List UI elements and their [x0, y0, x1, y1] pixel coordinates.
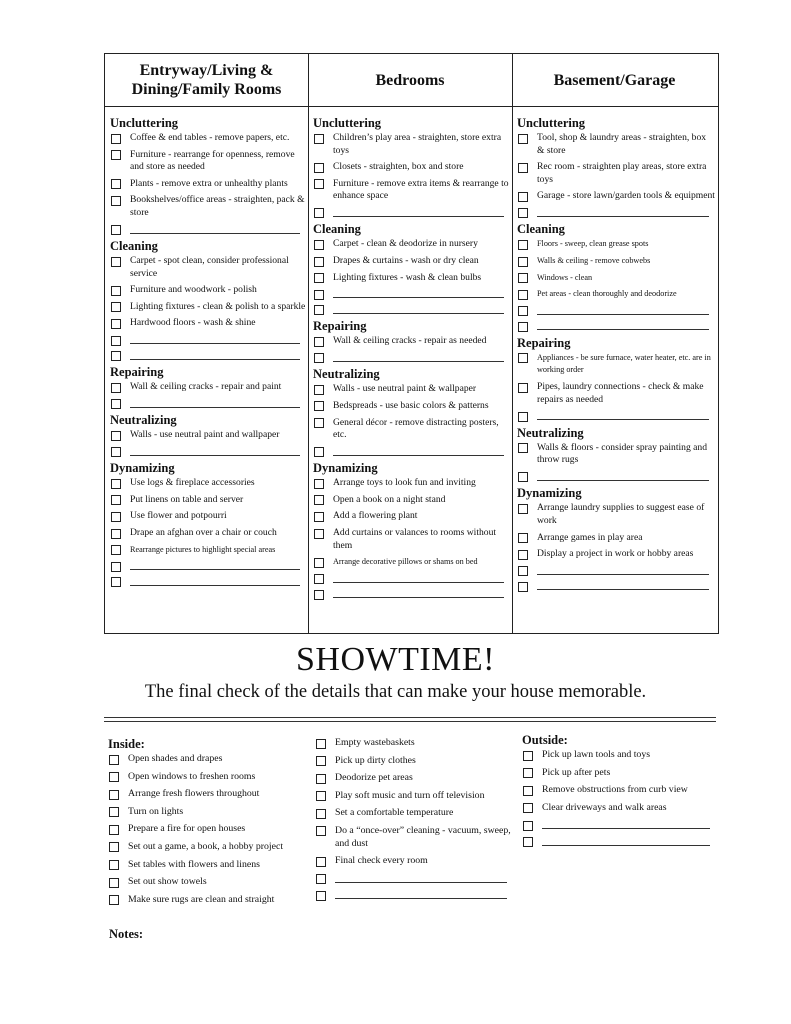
- checkbox[interactable]: [314, 290, 324, 300]
- checkbox[interactable]: [314, 574, 324, 584]
- checklist-item-label: Open a book on a night stand: [333, 493, 446, 505]
- checklist-item: [311, 556, 510, 569]
- checkbox[interactable]: [314, 590, 324, 600]
- checkbox[interactable]: [314, 163, 324, 173]
- divider-rule: [104, 717, 716, 718]
- checklist-item-label: Display a project in work or hobby areas: [537, 548, 694, 560]
- checkbox[interactable]: [314, 257, 324, 267]
- blank-write-in-line[interactable]: [537, 565, 709, 575]
- checklist-item: [311, 304, 510, 316]
- checkbox[interactable]: [523, 751, 533, 761]
- checkbox[interactable]: [314, 208, 324, 218]
- checklist-item: [108, 527, 306, 540]
- checklist-item: [108, 350, 306, 362]
- checkbox[interactable]: [109, 878, 119, 888]
- checklist-item: [311, 352, 510, 364]
- section-title: Repairing: [517, 335, 571, 350]
- checkbox[interactable]: [518, 383, 528, 393]
- checklist-item: [515, 272, 715, 285]
- checklist-item: [106, 859, 306, 872]
- section-title: Repairing: [110, 365, 164, 380]
- checklist-item: [311, 527, 510, 552]
- checkbox[interactable]: [518, 443, 528, 453]
- checklist-item-label: Make sure rugs are clean and straight: [128, 893, 275, 905]
- section-title: Repairing: [313, 319, 367, 334]
- checklist-item-label: Set out show towels: [128, 876, 207, 888]
- checklist-item-label: Wall & ceiling cracks - repair and paint: [130, 381, 282, 393]
- checklist-item: [515, 288, 715, 301]
- checklist-item: [108, 381, 306, 394]
- checklist-item-label: Rec room - straighten play areas, store extra toys: [537, 161, 707, 185]
- checklist-item-label: Empty wastebaskets: [335, 737, 415, 748]
- checklist-item: [515, 320, 715, 332]
- checklist-item: [515, 410, 715, 422]
- checkbox[interactable]: [518, 273, 528, 283]
- inside-title: Inside:: [108, 737, 145, 751]
- checklist-item-label: Pick up lawn tools and toys: [542, 749, 651, 760]
- checklist-item: [108, 149, 306, 174]
- checkbox[interactable]: [523, 768, 533, 778]
- checkbox[interactable]: [518, 240, 528, 250]
- checklist-item: [311, 255, 510, 268]
- checklist-item: [515, 132, 715, 157]
- blank-write-in-line[interactable]: [333, 352, 504, 362]
- checklist-item: [311, 238, 510, 251]
- checklist-item-label: Clear driveways and walk areas: [542, 801, 667, 813]
- checklist-item-label: Pick up after pets: [542, 766, 611, 778]
- checklist-item: [311, 272, 510, 285]
- blank-write-in-line[interactable]: [537, 471, 709, 481]
- blank-write-in-line[interactable]: [130, 334, 300, 344]
- checklist-item: [106, 771, 306, 784]
- checkbox[interactable]: [314, 558, 324, 568]
- checklist-item-label: Prepare a fire for open houses: [128, 823, 246, 835]
- checklist-item: [313, 855, 513, 868]
- checklist-item-label: Walls & floors - consider spray painting and throw rugs: [537, 441, 708, 466]
- checklist-item: [108, 334, 306, 346]
- checklist-item: [108, 477, 306, 490]
- column-title-bedrooms: Bedrooms: [375, 71, 445, 89]
- checklist-item: [108, 560, 306, 572]
- checkbox[interactable]: [518, 257, 528, 267]
- middle-checklist: [313, 737, 513, 906]
- blank-write-in-line[interactable]: [130, 446, 300, 456]
- checkbox[interactable]: [316, 826, 326, 836]
- section-title: Uncluttering: [110, 116, 179, 130]
- column-title-living: Entryway/Living & Dining/Family Rooms: [131, 62, 282, 98]
- checklist-item: [108, 494, 306, 507]
- checkbox[interactable]: [111, 351, 121, 361]
- checklist-item-label: Coffee & end tables - remove papers, etc.: [130, 132, 290, 143]
- checklist-item-label: Hardwood floors - wash & shine: [130, 317, 256, 329]
- blank-write-in-line[interactable]: [335, 873, 507, 883]
- blank-write-in-line[interactable]: [537, 580, 709, 590]
- checklist-item-label: Open windows to freshen rooms: [128, 770, 256, 782]
- checklist-item: [311, 573, 510, 585]
- checkbox[interactable]: [314, 385, 324, 395]
- checklist-item-label: Walls - use neutral paint and wallpaper: [130, 429, 280, 441]
- checkbox[interactable]: [111, 179, 121, 189]
- checklist-item-label: Pick up dirty clothes: [335, 754, 416, 766]
- checkbox[interactable]: [518, 192, 528, 202]
- checklist-item: [108, 255, 306, 280]
- checklist-item: [108, 576, 306, 588]
- checkbox[interactable]: [109, 790, 119, 800]
- checklist-item: [106, 806, 306, 819]
- checkbox[interactable]: [518, 163, 528, 173]
- checkbox[interactable]: [314, 273, 324, 283]
- blank-write-in-line[interactable]: [130, 224, 300, 234]
- blank-write-in-line[interactable]: [542, 836, 710, 846]
- checklist-item: [515, 381, 715, 406]
- checklist-item: [106, 823, 306, 836]
- checklist-item: [313, 772, 513, 785]
- checkbox[interactable]: [518, 306, 528, 316]
- checkbox[interactable]: [316, 891, 326, 901]
- checklist-item: [313, 807, 513, 820]
- checklist-item: [108, 446, 306, 458]
- checkbox[interactable]: [109, 860, 119, 870]
- column-divider: [308, 54, 309, 633]
- checkbox[interactable]: [111, 447, 121, 457]
- outside-title: Outside:: [522, 733, 568, 747]
- blank-write-in-line[interactable]: [130, 560, 300, 570]
- checklist-item-label: Floors - sweep, clean grease spots: [537, 239, 649, 249]
- column-title-basement: Basement/Garage: [553, 71, 676, 89]
- checklist-item: [106, 841, 306, 854]
- column-divider: [512, 54, 513, 633]
- checklist-item: [311, 494, 510, 507]
- checklist-item: [311, 161, 510, 174]
- checkbox[interactable]: [111, 134, 121, 144]
- checkbox[interactable]: [523, 803, 533, 813]
- checklist-item-label: Wall & ceiling cracks - repair as needed: [333, 335, 487, 347]
- checkbox[interactable]: [316, 791, 326, 801]
- checklist-item-label: Arrange toys to look fun and inviting: [333, 477, 476, 489]
- checklist-item: [311, 383, 510, 396]
- checklist-item: [515, 565, 715, 577]
- checkbox[interactable]: [314, 337, 324, 347]
- checkbox[interactable]: [314, 512, 324, 522]
- column-bedrooms: [311, 114, 510, 604]
- checklist-item: [515, 502, 715, 527]
- checklist-item: [515, 161, 715, 186]
- checkbox[interactable]: [523, 837, 533, 847]
- blank-write-in-line[interactable]: [333, 304, 504, 314]
- checklist-item-label: Add curtains or valances to rooms without them: [333, 527, 497, 551]
- checklist-item-label: Final check every room: [335, 855, 428, 867]
- checklist-item-label: Carpet - clean & deodorize in nursery: [333, 238, 478, 250]
- checkbox[interactable]: [109, 772, 119, 782]
- checkbox[interactable]: [314, 418, 324, 428]
- inside-checklist: [106, 735, 306, 911]
- checkbox[interactable]: [518, 566, 528, 576]
- checklist-item: [313, 755, 513, 768]
- blank-write-in-line[interactable]: [537, 410, 709, 420]
- checklist-item-label: Tool, shop & laundry areas - straighten, box & store: [537, 132, 707, 156]
- blank-write-in-line[interactable]: [333, 207, 504, 217]
- checklist-item: [311, 446, 510, 458]
- checklist-item: [311, 417, 510, 442]
- checklist-item-label: General décor - remove distracting posters, etc.: [333, 416, 499, 441]
- checklist-item: [515, 532, 715, 545]
- checkbox[interactable]: [316, 739, 326, 749]
- checkbox[interactable]: [111, 257, 121, 267]
- checklist-item: [108, 178, 306, 191]
- checklist-item-label: Rearrange pictures to highlight special areas: [130, 544, 276, 554]
- checklist-item: [515, 305, 715, 317]
- section-title: Cleaning: [517, 222, 565, 237]
- checkbox[interactable]: [111, 529, 121, 539]
- checklist-item-label: Add a flowering plant: [333, 510, 418, 522]
- checklist-item-label: Walls - use neutral paint & wallpaper: [333, 383, 477, 395]
- checklist-item-label: Turn on lights: [128, 805, 184, 817]
- checklist-item: [108, 398, 306, 410]
- checkbox[interactable]: [111, 577, 121, 587]
- checklist-item-label: Arrange fresh flowers throughout: [128, 788, 260, 800]
- checkbox[interactable]: [111, 286, 121, 296]
- section-title: Uncluttering: [313, 116, 382, 130]
- section-title: Cleaning: [110, 239, 158, 254]
- checkbox[interactable]: [109, 895, 119, 905]
- checklist-item-label: Lighting fixtures - clean & polish to a sparkle: [130, 300, 306, 312]
- checklist-item-label: Drapes & curtains - wash or dry clean: [333, 255, 479, 267]
- checklist-item: [515, 580, 715, 592]
- checklist-item: [515, 352, 715, 377]
- checklist-item: [520, 819, 716, 831]
- checklist-item: [520, 802, 716, 815]
- section-title: Dynamizing: [517, 486, 582, 501]
- checkbox[interactable]: [109, 755, 119, 765]
- header-divider: [105, 106, 718, 107]
- checklist-item-label: Use logs & fireplace accessories: [130, 477, 255, 489]
- checklist-item: [515, 442, 715, 467]
- checkbox[interactable]: [316, 857, 326, 867]
- checklist-item: [520, 784, 716, 797]
- checklist-item-label: Do a “once-over” cleaning - vacuum, sweep, and dust: [335, 824, 511, 849]
- outside-checklist: [520, 731, 716, 852]
- checklist-item: [106, 788, 306, 801]
- checkbox[interactable]: [111, 512, 121, 522]
- checklist-item: [515, 548, 715, 561]
- checklist-item: [106, 876, 306, 889]
- section-title: Uncluttering: [517, 116, 586, 130]
- checkbox[interactable]: [316, 809, 326, 819]
- section-title: Neutralizing: [313, 367, 380, 382]
- checklist-item-label: Garage - store lawn/garden tools & equipment: [537, 190, 715, 202]
- column-living: [108, 114, 306, 591]
- checklist-item: [515, 207, 715, 219]
- checkbox[interactable]: [111, 225, 121, 235]
- checkbox[interactable]: [314, 179, 324, 189]
- checkbox[interactable]: [314, 447, 324, 457]
- checkbox[interactable]: [111, 336, 121, 346]
- checkbox[interactable]: [111, 383, 121, 393]
- checklist-item-label: Plants - remove extra or unhealthy plants: [130, 177, 288, 189]
- checklist-item-label: Set tables with flowers and linens: [128, 858, 260, 870]
- checklist-item-label: Carpet - spot clean, consider professional service: [130, 255, 289, 279]
- checklist-item: [313, 825, 513, 850]
- checklist-item: [515, 190, 715, 203]
- section-title: Neutralizing: [517, 425, 584, 440]
- section-title: Dynamizing: [110, 461, 175, 476]
- checkbox[interactable]: [518, 208, 528, 218]
- checklist-item: [313, 737, 513, 750]
- checkbox[interactable]: [314, 529, 324, 539]
- checklist-item: [108, 132, 306, 145]
- blank-write-in-line[interactable]: [333, 573, 504, 583]
- checklist-item-label: Lighting fixtures - wash & clean bulbs: [333, 271, 482, 283]
- checklist-item-label: Use flower and potpourri: [130, 510, 227, 522]
- checklist-item: [520, 836, 716, 848]
- blank-write-in-line[interactable]: [333, 588, 504, 598]
- checklist-item: [313, 790, 513, 803]
- checkbox[interactable]: [111, 319, 121, 329]
- checklist-item-label: Furniture - rearrange for openness, remove and store as needed: [130, 148, 295, 173]
- checkbox[interactable]: [314, 305, 324, 315]
- checkbox[interactable]: [111, 150, 121, 160]
- checklist-item: [108, 284, 306, 297]
- checkbox[interactable]: [316, 756, 326, 766]
- checkbox[interactable]: [518, 550, 528, 560]
- blank-write-in-line[interactable]: [537, 207, 709, 217]
- checkbox[interactable]: [111, 431, 121, 441]
- checkbox[interactable]: [518, 322, 528, 332]
- checklist-item: [108, 544, 306, 557]
- checklist-item-label: Arrange games in play area: [537, 531, 643, 543]
- blank-write-in-line[interactable]: [333, 288, 504, 298]
- checkbox[interactable]: [518, 472, 528, 482]
- checklist-item-label: Windows - clean: [537, 272, 593, 282]
- checkbox[interactable]: [109, 842, 119, 852]
- checklist-item-label: Drape an afghan over a chair or couch: [130, 527, 277, 538]
- checklist-item: [311, 477, 510, 490]
- checklist-item-label: Open shades and drapes: [128, 753, 223, 764]
- checkbox[interactable]: [314, 353, 324, 363]
- checkbox[interactable]: [523, 821, 533, 831]
- notes-label: Notes:: [109, 927, 144, 941]
- checklist-item-label: Arrange laundry supplies to suggest ease of work: [537, 502, 705, 526]
- checklist-item: [515, 255, 715, 268]
- checklist-item: [106, 753, 306, 766]
- checklist-item: [108, 510, 306, 523]
- checkbox[interactable]: [314, 495, 324, 505]
- blank-write-in-line[interactable]: [335, 889, 507, 899]
- checkbox[interactable]: [111, 495, 121, 505]
- checklist-item-label: Bedspreads - use basic colors & patterns: [333, 399, 489, 411]
- checklist-item: [108, 301, 306, 314]
- checkbox[interactable]: [111, 562, 121, 572]
- checkbox[interactable]: [518, 504, 528, 514]
- section-title: Cleaning: [313, 222, 361, 237]
- checkbox[interactable]: [518, 353, 528, 363]
- checkbox[interactable]: [111, 302, 121, 312]
- checklist-item-label: Play soft music and turn off television: [335, 789, 485, 801]
- checklist-item-label: Set a comfortable temperature: [335, 807, 454, 819]
- checkbox[interactable]: [109, 825, 119, 835]
- checkbox[interactable]: [518, 582, 528, 592]
- checklist-item: [311, 132, 510, 157]
- checkbox[interactable]: [314, 134, 324, 144]
- checkbox[interactable]: [109, 807, 119, 817]
- blank-write-in-line[interactable]: [542, 819, 710, 829]
- checkbox[interactable]: [518, 134, 528, 144]
- showtime-title: SHOWTIME!: [295, 641, 496, 678]
- checkbox[interactable]: [314, 401, 324, 411]
- room-checklist-table: [104, 53, 719, 634]
- checklist-item: [515, 238, 715, 251]
- checkbox[interactable]: [111, 545, 121, 555]
- checklist-item-label: Bookshelves/office areas - straighten, pack & store: [130, 194, 305, 218]
- blank-write-in-line[interactable]: [130, 576, 300, 586]
- checklist-item: [520, 767, 716, 780]
- checklist-item: [520, 749, 716, 762]
- checklist-item: [311, 335, 510, 348]
- checkbox[interactable]: [111, 196, 121, 206]
- checklist-item-label: Closets - straighten, box and store: [333, 161, 464, 173]
- checklist-item-label: Remove obstructions from curb view: [542, 784, 688, 796]
- checklist-item: [311, 510, 510, 523]
- checklist-item-label: Furniture - remove extra items & rearrange to enhance space: [333, 177, 509, 202]
- checklist-item-label: Walls & ceiling - remove cobwebs: [537, 256, 651, 266]
- checklist-item: [108, 194, 306, 219]
- checkbox[interactable]: [518, 412, 528, 422]
- checklist-item: [108, 429, 306, 442]
- blank-write-in-line[interactable]: [537, 305, 709, 315]
- checklist-item: [313, 873, 513, 885]
- checkbox[interactable]: [523, 786, 533, 796]
- showtime-subtitle: The final check of the details that can make your house memorable.: [144, 682, 647, 702]
- checkbox[interactable]: [316, 774, 326, 784]
- section-title: Neutralizing: [110, 413, 177, 428]
- checklist-item-label: Pet areas - clean thoroughly and deodorize: [537, 289, 677, 299]
- checklist-item: [108, 317, 306, 330]
- checklist-item-label: Arrange decorative pillows or shams on bed: [333, 557, 478, 567]
- checklist-item: [311, 207, 510, 219]
- blank-write-in-line[interactable]: [537, 320, 709, 330]
- checklist-item-label: Appliances - be sure furnace, water heater, etc. are in working order: [537, 352, 711, 375]
- checklist-item: [313, 889, 513, 901]
- checklist-item-label: Deodorize pet areas: [335, 772, 413, 784]
- checkbox[interactable]: [111, 479, 121, 489]
- checklist-item: [311, 178, 510, 203]
- checkbox[interactable]: [314, 240, 324, 250]
- checkbox[interactable]: [111, 399, 121, 409]
- checklist-item-label: Pipes, laundry connections - check & make repairs as needed: [537, 381, 704, 405]
- blank-write-in-line[interactable]: [130, 398, 300, 408]
- checkbox[interactable]: [316, 874, 326, 884]
- blank-write-in-line[interactable]: [130, 350, 300, 360]
- checklist-item: [311, 400, 510, 413]
- checklist-item-label: Children’s play area - straighten, store extra toys: [333, 132, 502, 156]
- checklist-item-label: Set out a game, a book, a hobby project: [128, 840, 284, 852]
- checkbox[interactable]: [518, 533, 528, 543]
- checklist-item: [108, 224, 306, 236]
- checklist-item: [311, 588, 510, 600]
- checkbox[interactable]: [518, 290, 528, 300]
- section-title: Dynamizing: [313, 461, 378, 476]
- blank-write-in-line[interactable]: [333, 446, 504, 456]
- column-basement: [515, 114, 715, 596]
- divider-rule: [104, 721, 716, 722]
- checklist-item: [106, 894, 306, 907]
- checkbox[interactable]: [314, 479, 324, 489]
- checklist-item-label: Put linens on table and server: [130, 493, 244, 505]
- checklist-item: [515, 471, 715, 483]
- checklist-item-label: Furniture and woodwork - polish: [130, 284, 257, 296]
- checklist-item: [311, 288, 510, 300]
